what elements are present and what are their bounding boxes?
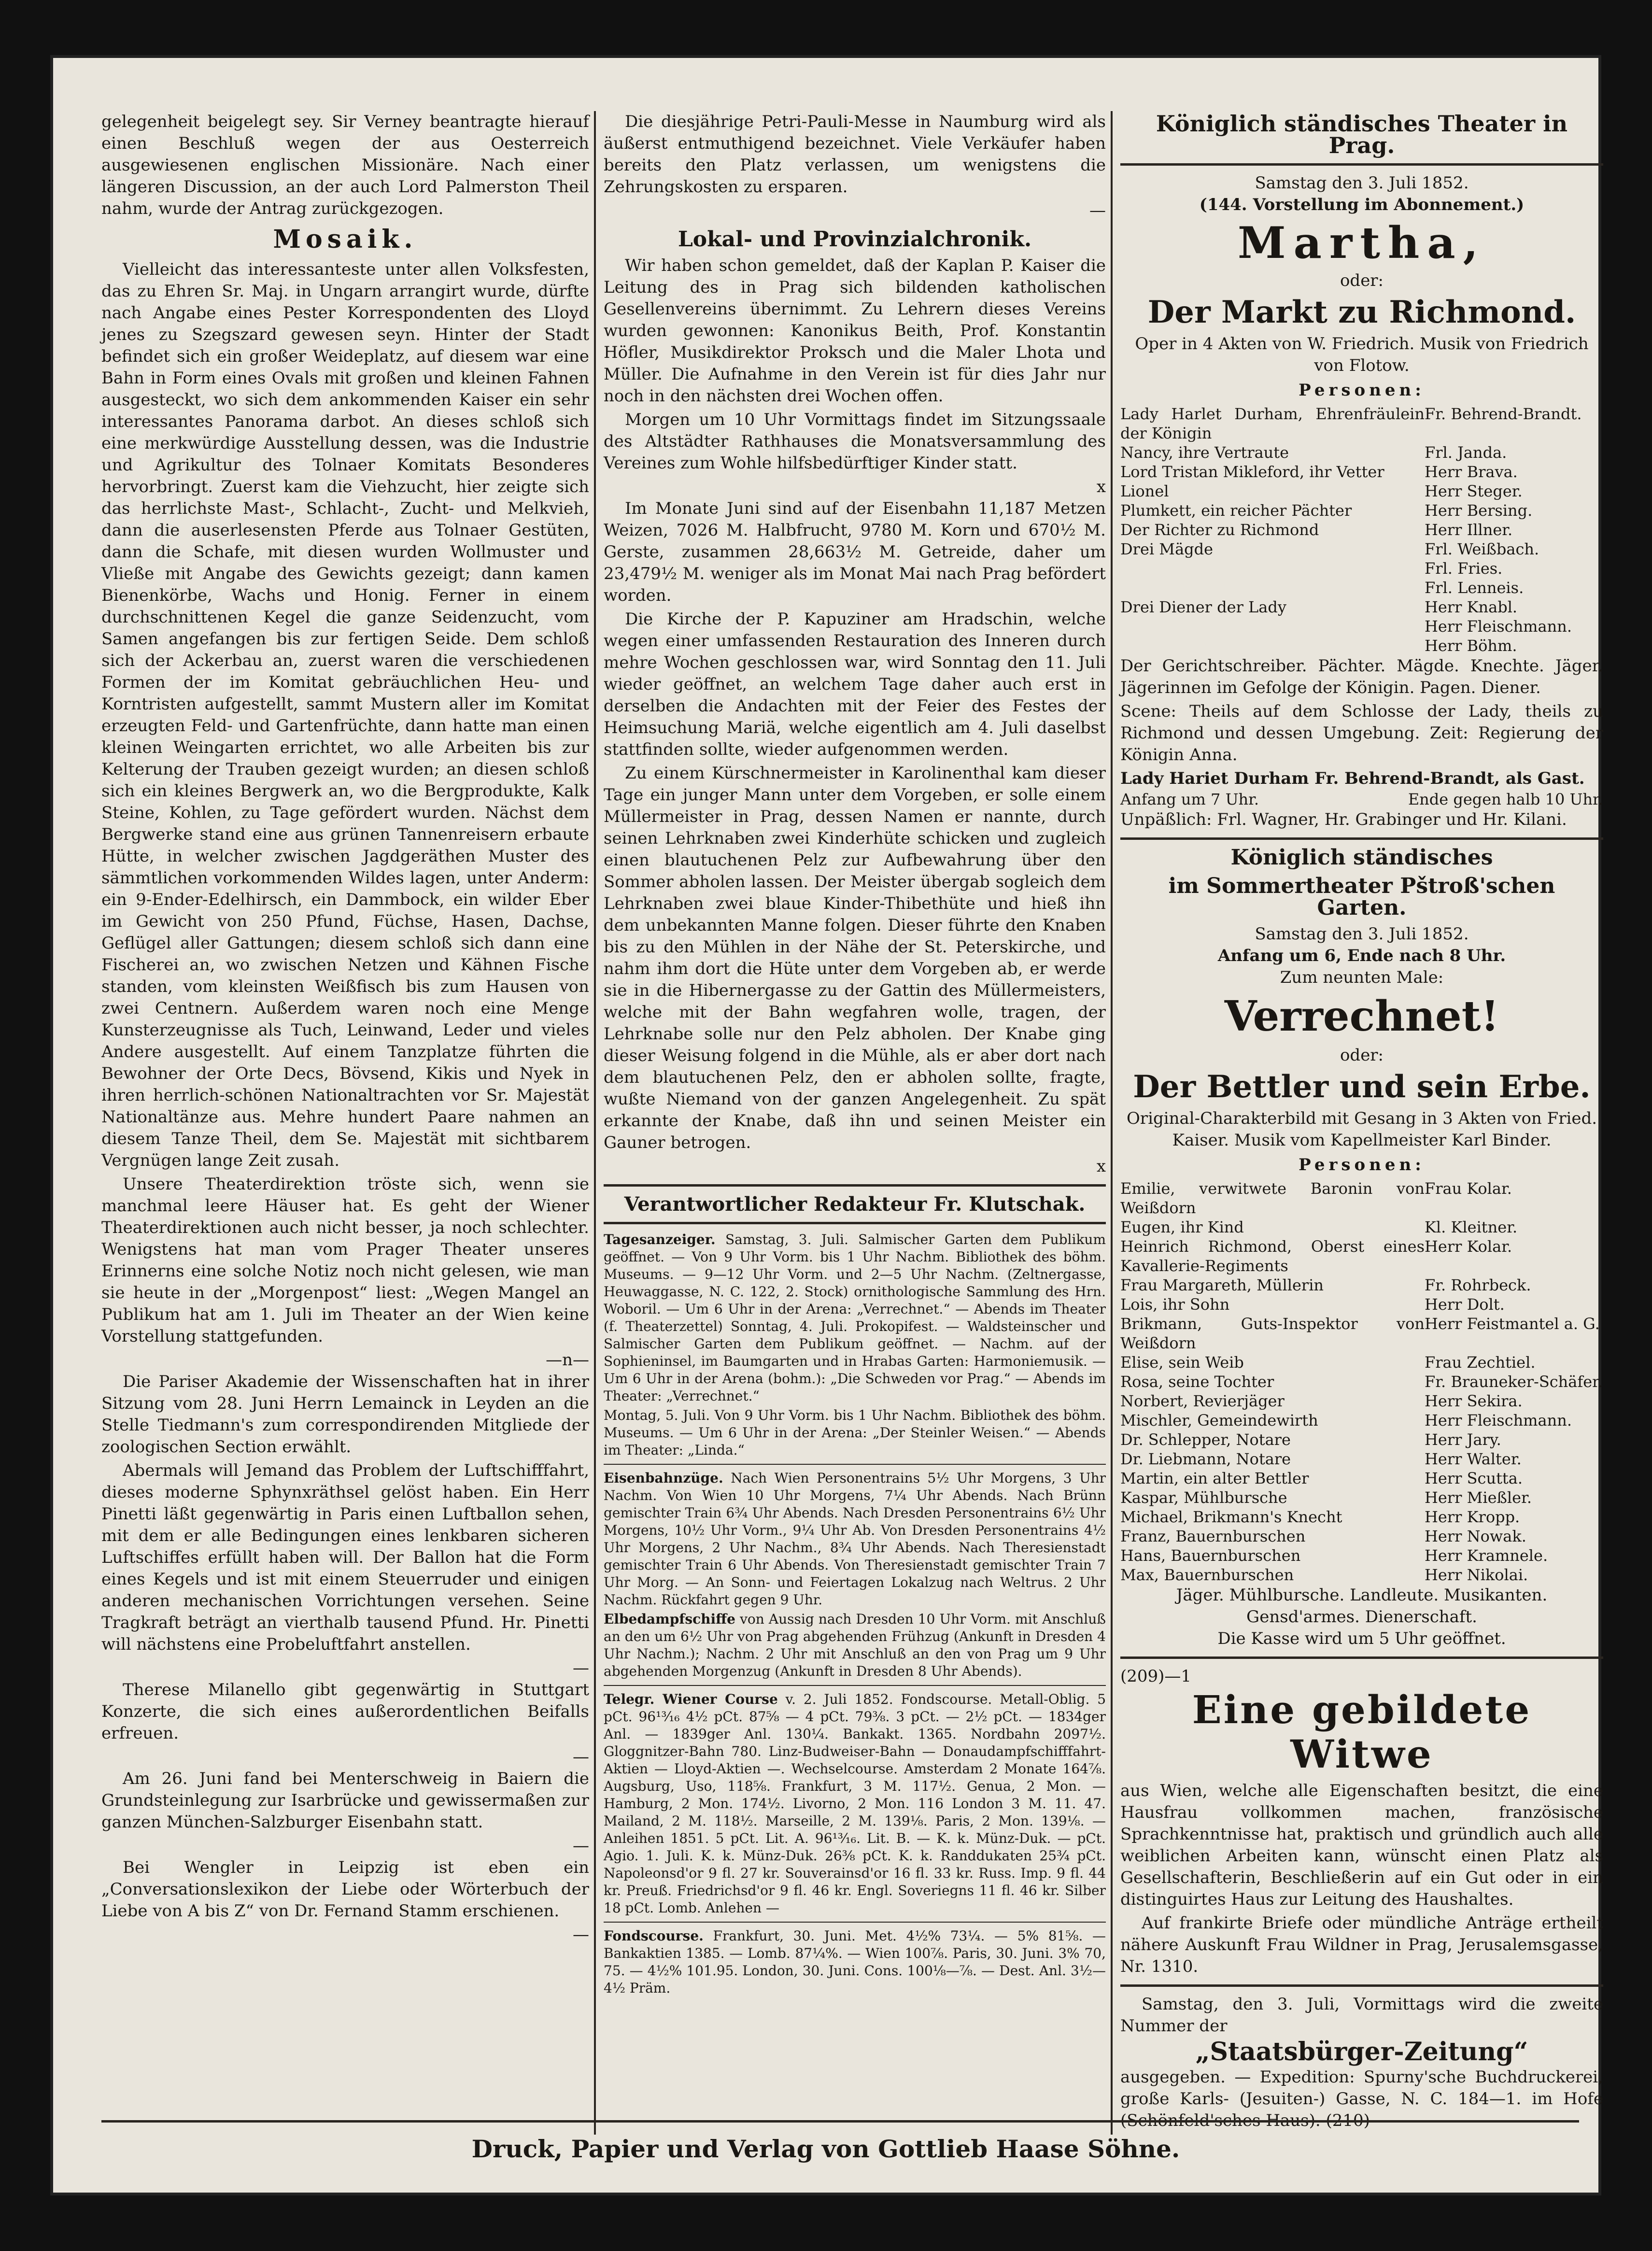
oder-label: oder:: [1340, 1046, 1384, 1065]
play-subtitle: Der Bettler und sein Erbe.: [1133, 1069, 1591, 1105]
cast-actor: Herr Brava.: [1425, 463, 1518, 481]
divider: [604, 1222, 1106, 1224]
summer-theater-heading-1: Königlich ständisches: [1230, 845, 1493, 870]
article-paragraph: Therese Milanello gibt gegenwärtig in Stuttgart Konzerte, die sich eines außerordentlichen Beifalls erfreuen.: [101, 1680, 589, 1743]
cast-row: [1120, 1275, 1603, 1295]
cast-actor: Herr Böhm.: [1425, 637, 1517, 655]
ninth-time-label: Zum neunten Male:: [1280, 968, 1444, 987]
opera-description: Oper in 4 Akten von W. Friedrich. Musik von Friedrich von Flotow.: [1135, 334, 1589, 375]
scene-text: Scene: Theils auf dem Schlosse der Lady, theils zu Richmond und dessen Umgebung. Zeit: Regierung der Königin Anna.: [1120, 702, 1603, 764]
cast-role: Brikmann, Guts-Inspektor von Weißdorn: [1120, 1315, 1425, 1352]
cast-actor: Herr Feistmantel a. G.: [1425, 1315, 1600, 1333]
cast-role: Michael, Brikmann's Knecht: [1120, 1508, 1342, 1526]
cast-role: [1120, 578, 1425, 597]
cast-row: [1120, 539, 1603, 559]
cast-role: Dr. Schlepper, Notare: [1120, 1430, 1291, 1449]
cast-role: Lois, ihr Sohn: [1120, 1295, 1230, 1314]
cast-row: [1120, 462, 1603, 481]
article-paragraph: Die diesjährige Petri-Pauli-Messe in Naumburg wird als äußerst entmuthigend bezeichnet. Viele Verkäufer haben bereits den Platz verlassen, um wenigstens die Zehrungskosten zu ersparen.: [604, 112, 1106, 197]
cast-actor: Frl. Janda.: [1425, 443, 1507, 462]
widow-ad-text-2: Auf frankirte Briefe oder mündliche Anträge ertheilt nähere Auskunft Frau Wildner in Prag, Jerusalemsgasse, Nr. 1310.: [1120, 1913, 1603, 1976]
article-paragraph: Im Monate Juni sind auf der Eisenbahn 11,187 Metzen Weizen, 7026 M. Halbfrucht, 9780 M. Korn und 670½ M. Gerste, zusammen 28,663½ M. Getreide, daher um 23,479½ M. weniger als im Monat Mai nach Prag befördert worden.: [604, 499, 1106, 605]
cast-actor: Herr Scutta.: [1425, 1469, 1523, 1487]
cast-actor: Herr Sekira.: [1425, 1392, 1523, 1410]
cast-role: Lionel: [1120, 482, 1169, 500]
course-label: Telegr. Wiener Course: [604, 1691, 778, 1707]
cast-row: [1120, 1391, 1603, 1411]
article-paragraph: Bei Wengler in Leipzig ist eben ein „Conversationslexikon der Liebe oder Wörterbuch der Liebe von A bis Z“ von Dr. Fernand Stamm erschienen.: [101, 1858, 589, 1921]
extras-text: Jäger. Mühlbursche. Landleute. Musikanten. Gensd'armes. Dienerschaft.: [1176, 1586, 1548, 1627]
divider: [604, 1184, 1106, 1187]
cast-row: [1120, 1314, 1603, 1353]
cast-row: [1120, 1430, 1603, 1449]
cast-role: Eugen, ihr Kind: [1120, 1218, 1244, 1236]
cast-row: [1120, 617, 1603, 636]
lokal-heading: Lokal- und Provinzialchronik.: [678, 227, 1032, 252]
cast-actor: Frl. Fries.: [1425, 559, 1503, 578]
performance-date: Samstag den 3. Juli 1852.: [1255, 173, 1469, 193]
article-paragraph: Abermals will Jemand das Problem der Luftschifffahrt, dieses moderne Sphynxräthsel gelöst haben. Ein Herr Pinetti läßt gegenwärtig in Paris einen Luftballon sehen, mit dem er alle Bedingungen eines lenkbaren sicheren Luftschiffes erfüllt haben will. Der Ballon hat die Form eines Kegels und ist mit einem Steuerruder und einigen anderen mechanischen Vorrichtungen versehen. Seine Tragkraft beträgt an vierthalb tausend Pfund. Hr. Pinetti will nächstens eine Probeluftfahrt anstellen.: [101, 1461, 589, 1654]
cast-actor: Herr Knabl.: [1425, 598, 1518, 616]
eisenbahn-text: Nach Wien Personentrains 5½ Uhr Morgens, 3 Uhr Nachm. Von Wien 10 Uhr Morgens, 7¼ Uhr Abends. Nach Brünn gemischter Train 6¾ Uhr Abends. Nach Dresden Personentrains 6½ Uhr Morgens, 10½ Uhr Vorm., 9¼ Uhr Ab. Von Dresden Personentrains 4½ Uhr Morgens, 2 Uhr Nachm., 8¾ Uhr Abends. Nach Theresienstadt gemischter Train 6 Uhr Abends. Von Theresienstadt gemischter Train 7 Uhr Morg. — An Sonn- und Feiertagen Lokalzug nach Weltrus. 2 Uhr Nachm. Rückfahrt gegen 9 Uhr.: [604, 1470, 1106, 1608]
cast-role: Drei Diener der Lady: [1120, 598, 1286, 616]
cast-role: Dr. Liebmann, Notare: [1120, 1450, 1291, 1468]
cast-actor: Herr Jary.: [1425, 1430, 1501, 1449]
cast-row: [1120, 1179, 1603, 1218]
column-1: [101, 111, 589, 1946]
cast-row: [1120, 636, 1603, 655]
cast-row: [1120, 1469, 1603, 1488]
column-2: [604, 111, 1106, 1999]
author-sign: —n—: [546, 1350, 589, 1370]
intro-paragraph: gelegenheit beigelegt sey. Sir Verney beantragte hierauf einen Beschluß wegen der aus Oesterreich ausgewiesenen englischen Missionäre. Nach einer längeren Discussion, an der auch Lord Palmerston Theil nahm, wurde der Antrag zurückgezogen.: [101, 112, 589, 218]
fonds-label: Fondscourse.: [604, 1928, 704, 1944]
cast-role: Lord Tristan Mikleford, ihr Vetter: [1120, 463, 1384, 481]
persons-heading: Personen:: [1299, 381, 1425, 400]
staats-tail: ausgegeben. — Expedition: Spurny'sche Buchdruckerei, große Karls- (Jesuiten-) Gasse, N. C. 184—1. im Hofe (Schönfeld'sches Haus). (210): [1120, 2067, 1603, 2130]
tagesanzeiger-block: [604, 1231, 1106, 1405]
cast-list-bettler: [1120, 1179, 1603, 1585]
elbe-label: Elbedampfschiffe: [604, 1611, 735, 1627]
cast-actor: Herr Kropp.: [1425, 1508, 1520, 1526]
cast-row: [1120, 1546, 1603, 1565]
cast-actor: Herr Illner.: [1425, 521, 1513, 539]
cast-role: Plumkett, ein reicher Pächter: [1120, 501, 1352, 520]
cast-role: Norbert, Revierjäger: [1120, 1392, 1285, 1410]
divider: [604, 1685, 1106, 1686]
cast-actor: Fr. Brauneker-Schäfer.: [1425, 1373, 1603, 1391]
opera-title: Martha,: [1237, 217, 1486, 269]
cast-role: Der Richter zu Richmond: [1120, 521, 1319, 539]
cast-role: Hans, Bauernburschen: [1120, 1546, 1301, 1565]
ad-number: (209)—1: [1120, 1667, 1192, 1686]
article-paragraph: Die Pariser Akademie der Wissenschaften hat in ihrer Sitzung vom 28. Juni Herrn Lemainck in Leyden an die Stelle Tiedmann's zum correspondirenden Mitgliede der zoologischen Section erwählt.: [101, 1372, 589, 1457]
cast-role: Frau Margareth, Müllerin: [1120, 1276, 1324, 1294]
article-paragraph: Wir haben schon gemeldet, daß der Kaplan P. Kaiser die Leitung des in Prag sich bildenden katholischen Gesellenvereins übernimmt. Zu Lehrern dieses Vereins wurden gewonnen: Kanonikus Beith, Prof. Konstantin Höfler, Musikdirektor Proksch und die Maler Lhota und Müller. Die Aufnahme in den Verein ist für dies Jahr nur noch in den nächsten drei Wochen offen.: [604, 256, 1106, 406]
column-3: [1120, 111, 1603, 2134]
theater-heading: Königlich ständisches Theater in Prag.: [1156, 111, 1568, 158]
eisenbahn-block: [604, 1470, 1106, 1609]
cast-role: Max, Bauernburschen: [1120, 1566, 1294, 1584]
cast-role: [1120, 617, 1425, 636]
article-paragraph: Morgen um 10 Uhr Vormittags findet im Sitzungssaale des Altstädter Rathhauses die Monatsversammlung des Vereines zum Wohle hilfsbedürftiger Kinder statt.: [604, 410, 1106, 473]
tagesanzeiger-monday: Montag, 5. Juli. Von 9 Uhr Vorm. bis 1 Uhr Nachm. Bibliothek des böhm. Museums. — Um 6 Uhr in der Arena: „Der Steinler Weisen.“ — Abends im Theater: „Linda.“: [604, 1407, 1106, 1458]
cast-list-martha: [1120, 404, 1603, 655]
tagesanzeiger-text: Samstag, 3. Juli. Salmischer Garten dem Publikum geöffnet. — Von 9 Uhr Vorm. bis 1 Uhr Nachm. Bibliothek des böhm. Museums. — 9—12 Uhr Vorm. und 2—5 Uhr Nachm. (Zeltnergasse, Heuwaggasse, N. C. 122, 2. Stock) ornithologische Sammlung des Hrn. Woboril. — Um 6 Uhr in der Arena: „Verrechnet.“ — Abends im Theater (f. Theaterzettel) Sonntag, 4. Juli. Prokopifest. — Waldsteinscher und Salmischer Garten dem Publikum geöffnet. — Nachm. auf der Sophieninsel, im Baumgarten und in Hrabas Garten: Harmoniemusik. — Um 6 Uhr in der Arena (bohm.): „Die Schweden vor Prag.“ — Abends im Theater: „Verrechnet.“: [604, 1232, 1106, 1404]
imprint-footer: Druck, Papier und Verlag von Gottlieb Haase Söhne.: [471, 2135, 1180, 2163]
staats-title: „Staatsbürger-Zeitung“: [1195, 2037, 1528, 2067]
cast-row: [1120, 1218, 1603, 1237]
extras-text: Der Gerichtschreiber. Pächter. Mägde. Knechte. Jäger. Jägerinnen im Gefolge der Königin. Pagen. Diener.: [1120, 656, 1603, 697]
start-time: Anfang um 7 Uhr.: [1120, 790, 1259, 808]
cast-actor: Frau Zechtiel.: [1425, 1353, 1536, 1372]
guest-line: Lady Hariet Durham Fr. Behrend-Brandt, als Gast.: [1120, 769, 1585, 788]
cast-actor: Herr Walter.: [1425, 1450, 1522, 1468]
box-office-line: Die Kasse wird um 5 Uhr geöffnet.: [1217, 1629, 1506, 1648]
mosaik-heading: Mosaik.: [273, 225, 418, 254]
performance-date: Samstag den 3. Juli 1852.: [1255, 924, 1469, 944]
widow-ad-title: Eine gebildete Witwe: [1192, 1687, 1532, 1777]
cast-role: [1120, 636, 1425, 655]
author-sign: —: [573, 1658, 589, 1678]
elbe-text: von Aussig nach Dresden 10 Uhr Vorm. mit Anschluß an den um 6½ Uhr von Prag abgehenden Frühzug (Ankunft in Dresden 4 Uhr Nachm.); Nachm. 2 Uhr mit Anschluß an den von Prag um 9 Uhr abgehenden Morgenzug (Ankunft in Dresden 8 Uhr Abends).: [604, 1611, 1106, 1679]
cast-role: Kaspar, Mühlbursche: [1120, 1488, 1287, 1507]
performance-number: (144. Vorstellung im Abonnement.): [1199, 195, 1525, 214]
cast-actor: Herr Bersing.: [1425, 501, 1533, 520]
cast-actor: Frl. Weißbach.: [1425, 540, 1539, 558]
cast-actor: Fr. Rohrbeck.: [1425, 1276, 1531, 1294]
cast-row: [1120, 1527, 1603, 1546]
cast-role: Martin, ein alter Bettler: [1120, 1469, 1309, 1487]
cast-row: [1120, 578, 1603, 597]
cast-role: Mischler, Gemeindewirth: [1120, 1411, 1318, 1430]
eisenbahn-label: Eisenbahnzüge.: [604, 1470, 723, 1486]
author-sign: —: [1089, 201, 1106, 220]
divider: [1120, 1984, 1603, 1987]
fonds-block: [604, 1927, 1106, 1997]
cast-role: Rosa, seine Tochter: [1120, 1373, 1274, 1391]
divider: [1120, 163, 1603, 166]
article-paragraph: Zu einem Kürschnermeister in Karolinenthal kam dieser Tage ein junger Mann unter dem Vorgeben, er solle einem Müllermeister in Prag, dessen Namen er nannte, durch seinen Lehrknaben zwei Kinderhüte schicken und zugleich einen blautuchenen Pelz zur Aufbewahrung über den Sommer abholen lassen. Der Meister übergab sogleich dem Lehrknaben zwei blaue Kinder-Thibethüte und hieß ihn dem unbekannten Manne folgen. Dieser führte den Knaben bis zu den Mühlen in der Nähe der St. Peterskirche, und nahm ihm dort die Hüte unter dem Vorgeben ab, er werde sie in die Hibernergasse zu der Gattin des Müllermeisters, welche mit der Bahn wegfahren wolle, tragen, der Lehrknabe solle nur den Pelz abholen. Der Knabe ging dieser Weisung folgend in die Mühle, als er aber dort nach dem blautuchenen Pelz, den er abholen sollte, fragte, wußte Niemand von der ganzen Angelegenheit. Zu spät erkannte der Knabe, daß ihn und seinen Meister ein Gauner betrogen.: [604, 764, 1106, 1152]
cast-row: [1120, 443, 1603, 462]
cast-actor: Herr Kolar.: [1425, 1237, 1512, 1256]
fonds-text: Frankfurt, 30. Juni. Met. 4½% 73¼. — 5% 81⅝. — Bankaktien 1385. — Lomb. 87¼%. — Wien 100⅞. Paris, 30. Juni. 3% 70, 75. — 4½% 101.95. London, 30. Juni. Cons. 100⅛—⅞. — Dest. Anl. 3½—4½ Präm.: [604, 1928, 1106, 1996]
cast-row: [1120, 1449, 1603, 1469]
cast-row: [1120, 1565, 1603, 1585]
article-paragraph: Am 26. Juni fand bei Menterschweig in Baiern die Grundsteinlegung zur Isarbrücke und gewissermaßen zur ganzen München-Salzburger Eisenbahn statt.: [101, 1769, 589, 1832]
divider: [604, 1922, 1106, 1923]
cast-row: [1120, 1372, 1603, 1391]
cast-role: Emilie, verwitwete Baronin von Weißdorn: [1120, 1179, 1425, 1217]
end-time: Ende gegen halb 10 Uhr.: [1408, 790, 1603, 808]
article-paragraph: Die Kirche der P. Kapuziner am Hradschin, welche wegen einer umfassenden Restauration des Inneren durch mehre Wochen geschlossen war, wird Sonntag den 11. Juli wieder geöffnet, an welchem Tage daher auch erst in derselben die Andachten mit der Feier des Festes der Heimsuchung Mariä, welche eigentlich am 4. Juli daselbst stattfinden sollte, wieder aufgenommen werden.: [604, 609, 1106, 759]
cast-role: Nancy, ihre Vertraute: [1120, 443, 1289, 462]
opera-subtitle: Der Markt zu Richmond.: [1147, 294, 1576, 330]
cast-row: [1120, 1353, 1603, 1372]
cast-row: [1120, 1411, 1603, 1430]
staats-intro: Samstag, den 3. Juli, Vormittags wird die zweite Nummer der: [1120, 1995, 1603, 2036]
author-sign: x: [1096, 477, 1106, 496]
cast-row: [1120, 1237, 1603, 1275]
summer-theater-heading-2: im Sommertheater Pštroß'schen Garten.: [1168, 874, 1555, 920]
play-description: Original-Charakterbild mit Gesang in 3 Akten von Fried. Kaiser. Musik vom Kapellmeister Karl Binder.: [1126, 1109, 1597, 1150]
cast-row: [1120, 597, 1603, 617]
author-sign: —: [573, 1836, 589, 1855]
cast-actor: Frl. Lenneis.: [1425, 579, 1524, 597]
footer-rule: [101, 2120, 1579, 2123]
cast-actor: Herr Nikolai.: [1425, 1566, 1528, 1584]
cast-actor: Kl. Kleitner.: [1425, 1218, 1518, 1236]
cast-actor: Herr Steger.: [1425, 482, 1523, 500]
cast-actor: Herr Fleischmann.: [1425, 1411, 1572, 1430]
cast-role: Elise, sein Weib: [1120, 1353, 1244, 1372]
author-sign: —: [573, 1925, 589, 1944]
cast-row: [1120, 404, 1603, 443]
cast-row: [1120, 520, 1603, 539]
divider: [1120, 1656, 1603, 1659]
time-line: [1120, 790, 1603, 809]
cast-actor: Herr Fleischmann.: [1425, 617, 1572, 636]
editor-line: Verantwortlicher Redakteur Fr. Klutschak.: [624, 1193, 1086, 1216]
cast-row: [1120, 1507, 1603, 1527]
author-sign: —: [573, 1747, 589, 1767]
cast-role: Heinrich Richmond, Oberst eines Kavallerie-Regiments: [1120, 1237, 1425, 1275]
cast-row: [1120, 481, 1603, 501]
article-paragraph: Unsere Theaterdirektion tröste sich, wenn sie manchmal leere Häuser hat. Es geht der Wiener Theaterdirektionen auch nicht besser, ja noch schlechter. Wenigstens hat man vom Prager Theater unseres Erinnerns eine solche Notiz noch nicht gelesen, wie man sie heute in der „Morgenpost“ liest: „Wegen Mangel an Publikum hat am 1. Juli im Theater an der Wien keine Vorstellung stattgefunden.: [101, 1175, 589, 1346]
course-text: v. 2. Juli 1852. Fondscourse. Metall-Oblig. 5 pCt. 96¹³⁄₁₆ 4½ pCt. 87⁵⁄₈ — 4 pCt. 79⅜. 3 pCt. — 2½ pCt. — 1834ger Anl. — 1839ger Anl. 130¼. Bankakt. 1365. Nordbahn 2097½. Gloggnitzer-Bahn 780. Linz-Budweiser-Bahn — Donaudampfschifffahrt-Aktien — Lloyd-Aktien —. Wechselcourse. Amsterdam 2 Monate 164⅞. Augsburg, Uso, 118⅝. Frankfurt, 3 M. 117½. Genua, 2 Mon. — Hamburg, 2 Mon. 174½. Livorno, 2 Mon. 116 London 3 M. 11. 47. Mailand, 2 M. 118½. Marseille, 2 M. 139⅛. Paris, 2 Mon. 139⅛. — Anleihen 1851. 5 pCt. Lit. A. 96¹³⁄₁₆. Lit. B. — K. k. Münz-Duk. — pCt. Agio. 1. Juli. K. k. Münz-Duk. 26⅜ pCt. K. k. Randdukaten 25¾ pCt. Napoleonsd'or 9 fl. 27 kr. Souverainsd'or 16 fl. 33 kr. Russ. Imp. 9 fl. 44 kr. Preuß. Friedrichsd'or 9 fl. 46 kr. Engl. Soveriegns 11 fl. 46 kr. Silber 18 pCt. Lomb. Anlehen —: [604, 1691, 1106, 1916]
oder-label: oder:: [1340, 271, 1384, 290]
tagesanzeiger-label: Tagesanzeiger.: [604, 1232, 716, 1247]
cast-actor: Fr. Behrend-Brandt.: [1425, 405, 1582, 423]
cast-role: Franz, Bauernburschen: [1120, 1527, 1306, 1545]
indisposed-line: Unpäßlich: Frl. Wagner, Hr. Grabinger und Hr. Kilani.: [1120, 810, 1567, 829]
course-block: [604, 1691, 1106, 1917]
cast-row: [1120, 559, 1603, 578]
divider: [1120, 837, 1603, 840]
newspaper-page: [53, 58, 1603, 2193]
divider: [604, 1464, 1106, 1465]
play-title: Verrechnet!: [1224, 992, 1499, 1041]
cast-role: [1120, 559, 1425, 578]
cast-actor: Herr Mießler.: [1425, 1488, 1532, 1507]
cast-row: [1120, 501, 1603, 520]
cast-actor: Frau Kolar.: [1425, 1179, 1512, 1198]
column-rule: [594, 111, 596, 2135]
performance-time: Anfang um 6, Ende nach 8 Uhr.: [1217, 946, 1506, 965]
cast-actor: Herr Kramnele.: [1425, 1546, 1548, 1565]
cast-row: [1120, 1295, 1603, 1314]
cast-row: [1120, 1488, 1603, 1507]
elbe-block: [604, 1611, 1106, 1680]
widow-ad-text: aus Wien, welche alle Eigenschaften besitzt, die eine Hausfrau vollkommen machen, französische Sprachkenntnisse hat, praktisch und gründlich auch alle weiblichen Arbeiten kann, wünscht einen Platz als Gesellschafterin, Beschließerin auf ein Gut oder in ein distinguirtes Haus zur Leitung des Haushaltes.: [1120, 1781, 1603, 1909]
cast-role: Drei Mägde: [1120, 540, 1214, 558]
author-sign: x: [1096, 1157, 1106, 1176]
cast-actor: Herr Dolt.: [1425, 1295, 1505, 1314]
cast-actor: Herr Nowak.: [1425, 1527, 1526, 1545]
article-paragraph: Vielleicht das interessanteste unter allen Volksfesten, das zu Ehren Sr. Maj. in Ungarn arrangirt wurde, dürfte nach Angabe eines Pester Korrespondenten des Lloyd jenes zu Szegszard gewesen seyn. Hinter der Stadt befindet sich ein großer Weideplatz, auf diesem war eine Bahn in Form eines Ovals mit großen und kleinen Fahnen ausgesteckt, wo sich dem ankommenden Kaiser ein sehr interessantes Panorama darbot. An dieses schloß sich eine merkwürdige Ausstellung dessen, was die Industrie und Agrikultur des Tolnaer Komitats Besonderes hervorbringt. Zuerst kam die Viehzucht, hier zeigte sich das herrlichste Mast-, Schlacht-, Zucht- und Melkvieh, dann die auserlesensten Pferde aus Tolnaer Gestüten, dann die Schafe, mit diesen wurden Wollmuster und Vließe mit Angabe des Gewichts gezeigt; dann kamen Bienenkörbe, Wachs und Honig. Ferner in einem durchschnittenen Kegel die ganze Seidenzucht, vom Samen angefangen bis zur fertigen Seide. Dem schloß sich der Ackerbau an, zuerst waren die verschiedenen Formen der im Komitat gebräuchlichen Heu- und Korntristen aufgestellt, sammt Mustern aller im Komitat erzeugten Feld- und Gartenfrüchte, dann hatte man einen kleinen Weingarten errichtet, wo alle Arbeiten bis zur Kelterung der Trauben gezeigt wurden; an diesen schloß sich ein kleines Bergwerk an, wo die Bergprodukte, Kalk Steine, Kohlen, zu Tage gefördert wurden. Nächst dem Bergwerke stand eine aus grünen Tannenreisern erbaute Hütte, in welcher zwischen Jagdgeräthen Muster des sämmtlichen vorkommenden Wildes lagen, unter Anderm: ein 9-Ender-Edelhirsch, ein Dammbock, ein wilder Eber im Gewicht von 250 Pfund, Füchse, Hasen, Dachse, Geflügel aller Gattungen; diesem schloß sich dann eine Fischerei an, wo zwischen Netzen und Kähnen Fische standen, vom kleinsten Weißfisch bis zum Hausen von zwei Centnern. Außerdem waren noch eine Menge Kunsterzeugnisse als Tuch, Leinwand, Leder und vieles Andere ausgestellt. Auf einem Tanzplatze führten die Bewohner der Orte Decs, Bövsend, Kikis und Nyek in ihren herrlich-schönen Nationaltrachten vor Sr. Majestät Nationaltänze aus. Mehre hundert Paare nahmen an diesem Tanze Theil, dem Se. Majestät mit sichtbarem Vergnügen lange Zeit zusah.: [101, 260, 589, 1170]
cast-role: Lady Harlet Durham, Ehrenfräulein der Königin: [1120, 405, 1425, 442]
column-rule: [1111, 111, 1113, 2135]
persons-heading: Personen:: [1299, 1155, 1425, 1175]
